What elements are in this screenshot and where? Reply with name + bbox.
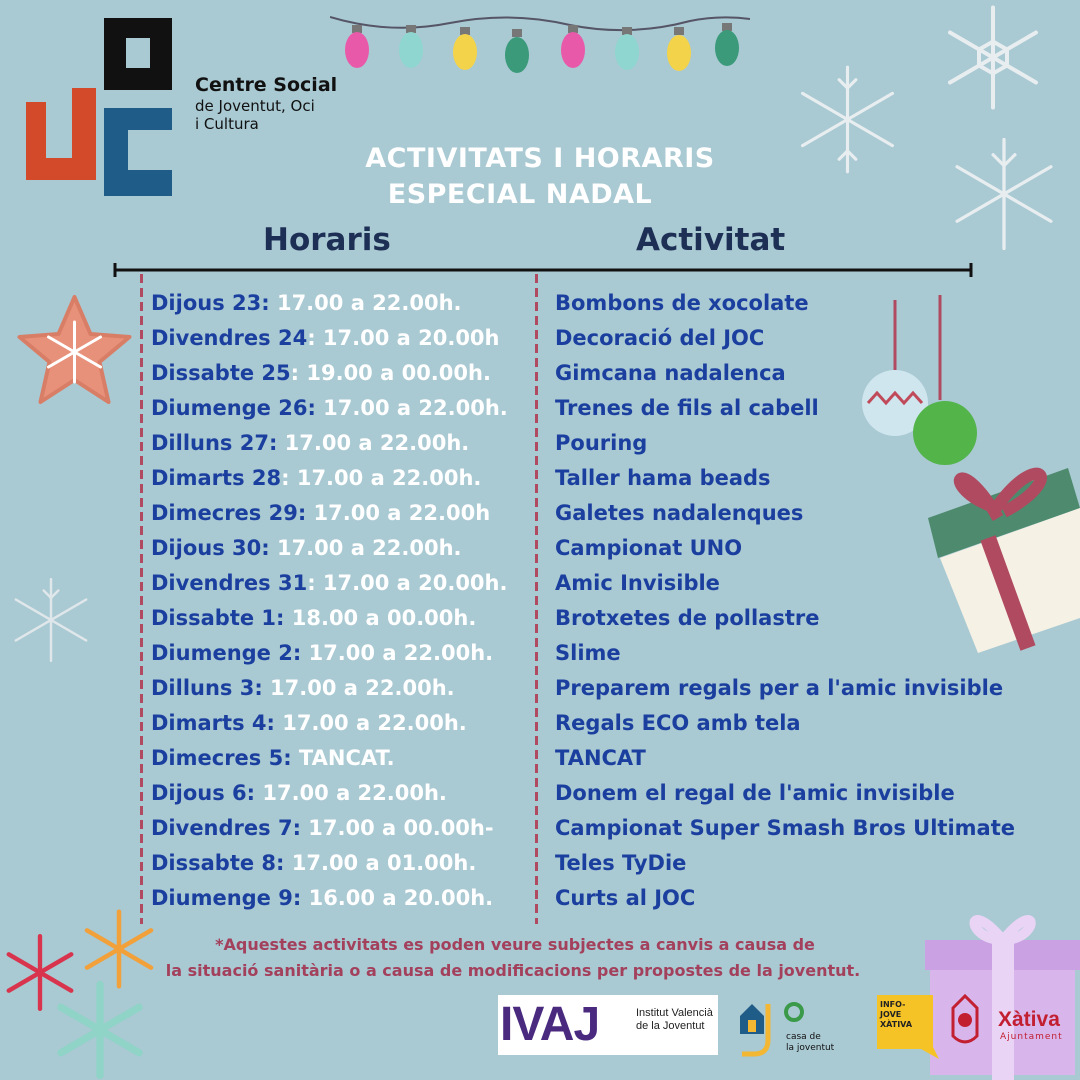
schedule-day: Dilluns 27: [151, 431, 278, 455]
ivaj-logo-text: IVAJ [500, 998, 600, 1051]
schedule-time: 17.00 a 01.00h. [284, 851, 477, 875]
schedule-time: : 19.00 a 00.00h. [290, 361, 491, 385]
xativa-name: Xàtiva [998, 1008, 1060, 1031]
string-lights-icon [330, 5, 750, 85]
activity-item: Campionat UNO [555, 536, 743, 560]
left-dashed-divider [140, 274, 143, 924]
activity-item: Decoració del JOC [555, 326, 765, 350]
activity-item: Curts al JOC [555, 886, 696, 910]
ivaj-logo-subtitle [636, 1007, 713, 1033]
disclaimer-line1: *Aquestes activitats es poden veure subjectes a canvis a causa de [215, 935, 815, 954]
schedule-time: 17.00 a 22.00h [306, 501, 491, 525]
schedule-day: Diumenge 2: [151, 641, 302, 665]
activity-item: Donem el regal de l'amic invisible [555, 781, 955, 805]
ivaj-subtitle-line1: Institut Valencià [636, 1007, 713, 1019]
schedule-row [151, 426, 531, 461]
schedule-row [151, 706, 531, 741]
activity-list [555, 286, 1075, 916]
schedule-row [151, 776, 531, 811]
org-name-line3: i Cultura [195, 114, 259, 133]
schedule-day: Dilluns 3: [151, 676, 263, 700]
schedule-row [151, 286, 531, 321]
snowflake-icon [40, 980, 160, 1080]
schedule-row [151, 356, 531, 391]
snowflake-icon [6, 570, 96, 670]
schedule-row [151, 636, 531, 671]
activity-item: Slime [555, 641, 621, 665]
schedule-row [151, 741, 531, 776]
ivaj-subtitle-line2: de la Joventut [636, 1020, 705, 1032]
middle-dashed-divider [535, 274, 538, 924]
schedule-day: Diumenge 9: [151, 886, 302, 910]
activity-item: Teles TyDie [555, 851, 687, 875]
org-name-line1: Centre Social [195, 74, 338, 96]
gingerbread-star-icon [12, 292, 137, 412]
schedule-time: : 17.00 a 20.00h. [307, 571, 508, 595]
schedule-row [151, 601, 531, 636]
schedule-list [151, 286, 531, 916]
schedule-row [151, 496, 531, 531]
schedule-time: 17.00 a 22.00h. [274, 711, 467, 735]
schedule-day: Dimecres 5: [151, 746, 292, 770]
activity-item: Trenes de fils al cabell [555, 396, 819, 420]
schedule-day: Dissabte 1: [151, 606, 285, 630]
schedule-time: TANCAT. [291, 746, 395, 770]
casa-label-line2: la joventut [786, 1043, 835, 1053]
schedule-day: Diumenge 26: [151, 396, 316, 420]
schedule-column-header: Horaris [263, 222, 391, 258]
casa-label-line1: casa de [786, 1032, 821, 1042]
schedule-row [151, 461, 531, 496]
casa-joventut-label [786, 1032, 834, 1054]
schedule-day: Divendres 24 [151, 326, 308, 350]
schedule-day: Dimecres 29: [151, 501, 307, 525]
schedule-time: : 17.00 a 20.00h [307, 326, 500, 350]
infojove-line2: JOVE [880, 1010, 902, 1019]
schedule-row [151, 846, 531, 881]
organization-name [195, 74, 337, 133]
activity-item: Pouring [555, 431, 648, 455]
activity-item: Brotxetes de pollastre [555, 606, 820, 630]
schedule-row [151, 531, 531, 566]
schedule-row [151, 391, 531, 426]
infojove-line3: XÀTIVA [880, 1020, 913, 1029]
schedule-day: Dijous 6: [151, 781, 256, 805]
activity-item: Preparem regals per a l'amic invisible [555, 676, 1004, 700]
xativa-subtitle: Ajuntament [1000, 1032, 1063, 1042]
page-title-line1: ACTIVITATS I HORARIS [365, 143, 715, 174]
schedule-time: 17.00 a 22.00h. [315, 396, 508, 420]
schedule-day: Dissabte 25 [151, 361, 291, 385]
activity-item: Regals ECO amb tela [555, 711, 801, 735]
activity-item: Bombons de xocolate [555, 291, 809, 315]
schedule-time: 17.00 a 22.00h. [269, 291, 462, 315]
schedule-row [151, 321, 531, 356]
schedule-day: Dijous 23: [151, 291, 270, 315]
activity-item: Galetes nadalenques [555, 501, 804, 525]
org-name-line2: de Joventut, Oci [195, 96, 315, 115]
activity-item: Taller hama beads [555, 466, 771, 490]
schedule-time: 16.00 a 20.00h. [301, 886, 494, 910]
schedule-row [151, 671, 531, 706]
snowflake-icon [938, 0, 1048, 115]
schedule-time: : 17.00 a 22.00h. [281, 466, 482, 490]
schedule-day: Dimarts 28 [151, 466, 282, 490]
schedule-day: Divendres 7: [151, 816, 301, 840]
schedule-time: 17.00 a 22.00h. [301, 641, 494, 665]
schedule-time: 17.00 a 22.00h. [269, 536, 462, 560]
ivaj-logo [498, 995, 718, 1055]
activity-item: Gimcana nadalenca [555, 361, 786, 385]
schedule-time: 17.00 a 22.00h. [262, 676, 455, 700]
schedule-row [151, 566, 531, 601]
infojove-line1: INFO- [880, 1000, 906, 1009]
activity-item: Amic Invisible [555, 571, 720, 595]
disclaimer-line2: la situació sanitària o a causa de modificacions per propostes de la joventut. [165, 961, 861, 980]
schedule-time: 18.00 a 00.00h. [284, 606, 477, 630]
schedule-day: Dimarts 4: [151, 711, 275, 735]
schedule-time: 17.00 a 22.00h. [277, 431, 470, 455]
schedule-time: 17.00 a 22.00h. [255, 781, 447, 805]
infojove-label [880, 1000, 912, 1030]
activity-item: Campionat Super Smash Bros Ultimate [555, 816, 1015, 840]
schedule-row [151, 881, 531, 916]
schedule-day: Dissabte 8: [151, 851, 285, 875]
page-title-line2: ESPECIAL NADAL [387, 179, 653, 210]
activity-column-header: Activitat [636, 222, 786, 258]
activity-item: TANCAT [555, 746, 646, 770]
schedule-day: Divendres 31 [151, 571, 308, 595]
schedule-day: Dijous 30: [151, 536, 270, 560]
header-divider [113, 262, 973, 278]
schedule-time: 17.00 a 00.00h- [300, 816, 494, 840]
schedule-row [151, 811, 531, 846]
